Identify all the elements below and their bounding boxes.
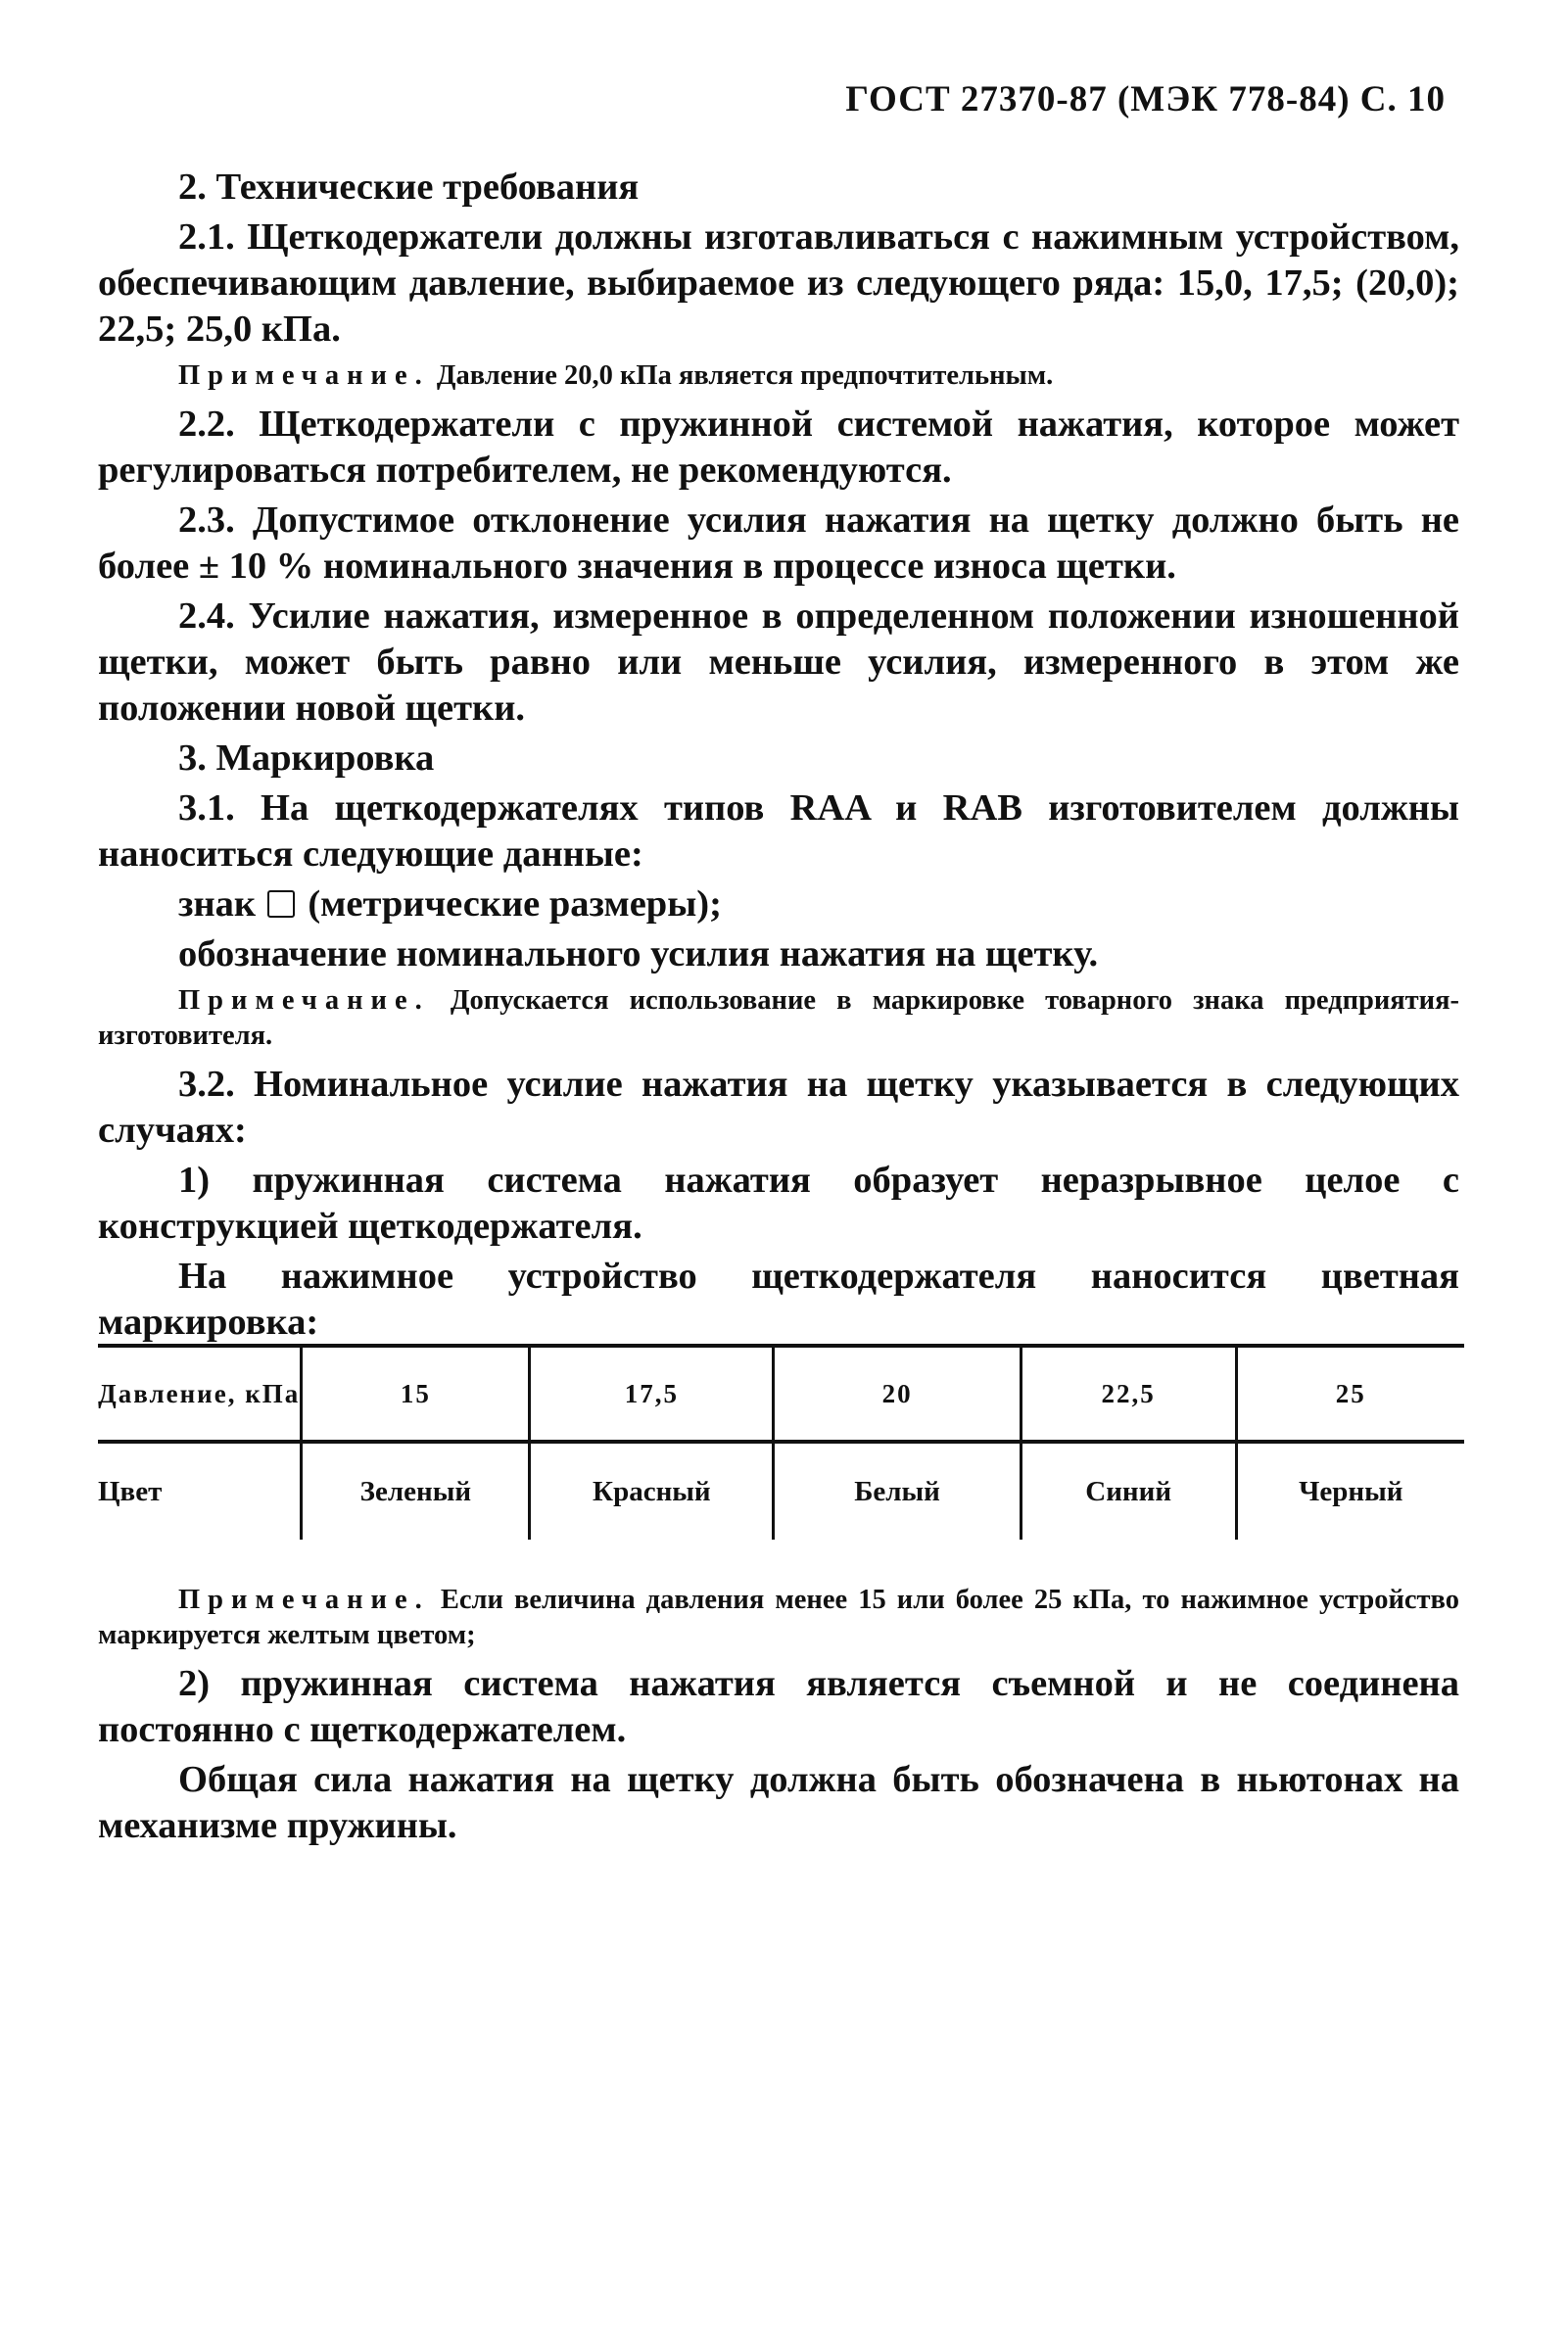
paragraph-3-1: 3.1. На щеткодержателях типов RAA и RAB изготовителем должны наноситься следующие данные: — [98, 787, 1459, 875]
table-header-cell: 25 — [1236, 1346, 1464, 1442]
table-cell: Белый — [774, 1442, 1021, 1540]
table-cell: Черный — [1236, 1442, 1464, 1540]
note-1-label: Примечание. — [178, 360, 430, 391]
paragraph-2-1: 2.1. Щеткодержатели должны изготавливаться с нажимным устройством, обеспечивающим давление, выбираемое из следующего ряда: 15,0, 17,5; (20,0); 22,5; 25,0 кПа. — [98, 216, 1459, 350]
final-paragraph: Общая сила нажатия на щетку должна быть обозначена в ньютонах на механизме пружины. — [98, 1759, 1459, 1846]
case-2: 2) пружинная система нажатия является съемной и не соединена постоянно с щеткодержателем. — [98, 1663, 1459, 1750]
note-3-label: Примечание. — [178, 1585, 430, 1615]
paragraph-2-2: 2.2. Щеткодержатели с пружинной системой нажатия, которое может регулироваться потребителем, не рекомендуются. — [98, 404, 1459, 491]
square-sign-icon — [267, 890, 295, 918]
paragraph-2-3: 2.3. Допустимое отклонение усилия нажатия на щетку должно быть не более ± 10 % номинального значения в процессе износа щетки. — [98, 499, 1459, 587]
after-table-content — [98, 1577, 1459, 1853]
section-3-title: 3. Маркировка — [178, 737, 435, 779]
table-row — [98, 1442, 1464, 1540]
table-header-label: Давление, кПа — [98, 1346, 302, 1442]
list-item-sign — [98, 881, 1459, 927]
color-marking-intro: На нажимное устройство щеткодержателя наносится цветная маркировка: — [98, 1256, 1459, 1343]
list-item-force: обозначение номинального усилия нажатия на щетку. — [178, 933, 1099, 974]
case-1: 1) пружинная система нажатия образует неразрывное целое с конструкцией щеткодержателя. — [98, 1160, 1459, 1247]
note-3-text: Если величина давления менее 15 или более 25 кПа, то нажимное устройство маркируется желтым цветом; — [98, 1585, 1460, 1650]
note-3 — [98, 1583, 1459, 1653]
main-content — [98, 165, 1459, 1350]
color-marking-table — [98, 1344, 1464, 1540]
note-2 — [98, 983, 1459, 1054]
list-item-sign-before: знак — [178, 883, 257, 925]
table-header-cell: 15 — [302, 1346, 530, 1442]
section-2-title: 2. Технические требования — [178, 166, 640, 208]
table-header-cell: 17,5 — [530, 1346, 774, 1442]
table-cell: Красный — [530, 1442, 774, 1540]
note-1 — [98, 358, 1459, 394]
table-cell: Зеленый — [302, 1442, 530, 1540]
page-header: ГОСТ 27370-87 (МЭК 778-84) С. 10 — [845, 79, 1446, 119]
table-header-cell: 20 — [774, 1346, 1021, 1442]
paragraph-3-2: 3.2. Номинальное усилие нажатия на щетку указывается в следующих случаях: — [98, 1064, 1459, 1151]
table-header-cell: 22,5 — [1021, 1346, 1236, 1442]
table-cell: Синий — [1021, 1442, 1236, 1540]
paragraph-2-4: 2.4. Усилие нажатия, измеренное в определенном положении изношенной щетки, может быть равно или меньше усилия, измеренного в этом же положении новой щетки. — [98, 595, 1459, 729]
list-item-sign-after: (метрические размеры); — [308, 883, 722, 925]
note-2-label: Примечание. — [178, 985, 430, 1016]
table-header-row — [98, 1346, 1464, 1442]
table-row-label: Цвет — [98, 1475, 163, 1507]
note-2-text: Допускается использование в маркировке товарного знака предприятия-изготовителя. — [98, 985, 1460, 1051]
note-1-text: Давление 20,0 кПа является предпочтительным. — [436, 360, 1054, 391]
